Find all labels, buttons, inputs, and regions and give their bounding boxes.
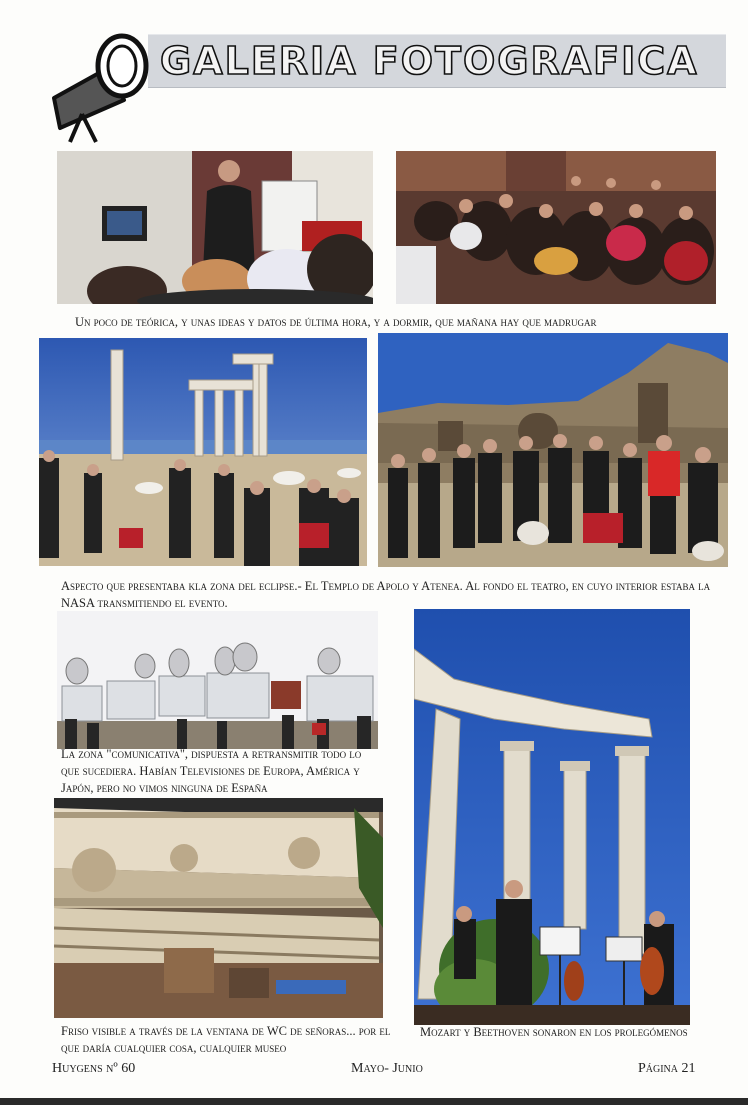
footer-rule [0, 1098, 748, 1105]
page-title: GALERIA FOTOGRAFICA [160, 39, 699, 83]
photo-audience [396, 151, 716, 304]
footer-magazine: Huygens nº 60 [52, 1061, 136, 1076]
photo-media-trucks [57, 611, 378, 749]
photo-frieze [54, 798, 383, 1018]
caption-lecture: Un poco de teórica, y unas ideas y datos de última hora, y a dormir, que mañana hay que madrugar [75, 315, 597, 329]
caption-eclipse-zone: Aspecto que presentaba kla zona del eclipse.- El Templo de Apolo y Atenea. Al fondo el teatro, en cuyo interior estaba la NASA transmitiendo el evento. [61, 579, 711, 610]
footer-issue: Mayo- Junio [351, 1061, 423, 1076]
photo-theatre-crowd [378, 333, 728, 567]
page-header-bar [148, 34, 726, 88]
footer-page-number: Página 21 [638, 1061, 696, 1076]
photo-temple-concert [414, 609, 690, 1025]
caption-concert: Mozart y Beethoven sonaron en los prolegómenos [420, 1025, 688, 1039]
photo-lecture [57, 151, 373, 304]
caption-media-zone: La zona "comunicativa", dispuesta a retransmitir todo lo que sucediera. Habían Televisiones de Europa, América y Japón, pero no vimos ninguna de España [61, 747, 362, 795]
telescope-icon [46, 28, 152, 146]
caption-frieze: Friso visible a través de la ventana de WC de señoras... por el que daría cualquier cosa, cualquier museo [61, 1024, 391, 1055]
photo-temple-eclipse-zone [39, 338, 367, 566]
